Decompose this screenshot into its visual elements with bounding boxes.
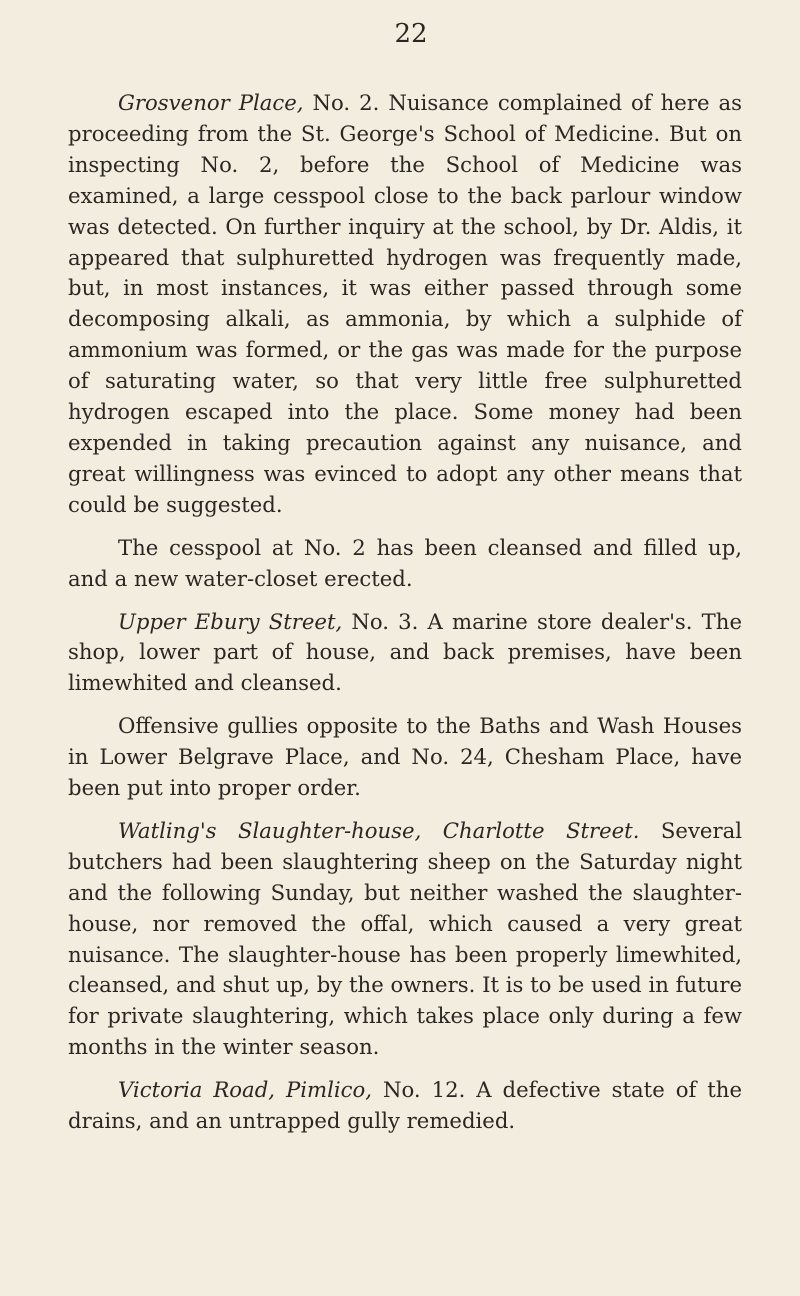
- paragraph-heading: Victoria Road, Pimlico,: [118, 1077, 372, 1103]
- paragraph-upper-ebury-street: [68, 607, 742, 700]
- paragraph-heading: Watling's Slaughter-house, Charlotte Street.: [118, 817, 640, 843]
- paragraph-victoria-road: [68, 1075, 742, 1137]
- paragraph-text: No. 2. Nuisance complained of here as proceeding from the St. George's School of Medicine. But on inspecting No. 2, before the School of Medicine was examined, a large cesspool close to the back parlour window was detected. On further inquiry at the school, by Dr. Aldis, it appeared that sulphuretted hydrogen was frequently made, but, in most instances, it was either passed through some decomposing alkali, as ammonia, by which a sulphide of ammonium was formed, or the gas was made for the purpose of saturating water, so that very little free sulphuretted hydrogen escaped into the place. Some money had been expended in taking precaution against any nuisance, and great willingness was evinced to adopt any other means that could be suggested.: [68, 90, 742, 517]
- paragraph-text: The cesspool at No. 2 has been cleansed and filled up, and a new water-closet erected.: [68, 534, 742, 591]
- paragraph-text: Several butchers had been slaughtering sheep on the Saturday night and the following Sunday, but neither washed the slaughter-house, nor removed the offal, which caused a very great nuisance. The slaughter-house has been properly limewhited, cleansed, and shut up, by the owners. It is to be used in future for private slaughtering, which takes place only during a few months in the winter season.: [68, 817, 742, 1060]
- paragraph-heading: Upper Ebury Street,: [118, 608, 343, 634]
- paragraph-text: Offensive gullies opposite to the Baths and Wash Houses in Lower Belgrave Place, and No. 24, Chesham Place, have been put into proper order.: [68, 713, 742, 801]
- paragraph-grosvenor-place: [68, 88, 742, 521]
- paragraph-text: No. 12. A defective state of the drains, and an untrapped gully remedied.: [68, 1077, 742, 1134]
- page-number: 22: [394, 19, 428, 49]
- paragraph-watlings-slaughter-house: [68, 816, 742, 1063]
- paragraph-heading: Grosvenor Place,: [118, 90, 304, 115]
- paragraph-offensive-gullies: [68, 711, 742, 804]
- paragraph-text: No. 3. A marine store dealer's. The shop, lower part of house, and back premises, have been limewhited and cleansed.: [68, 608, 742, 696]
- paragraph-cesspool: [68, 533, 742, 595]
